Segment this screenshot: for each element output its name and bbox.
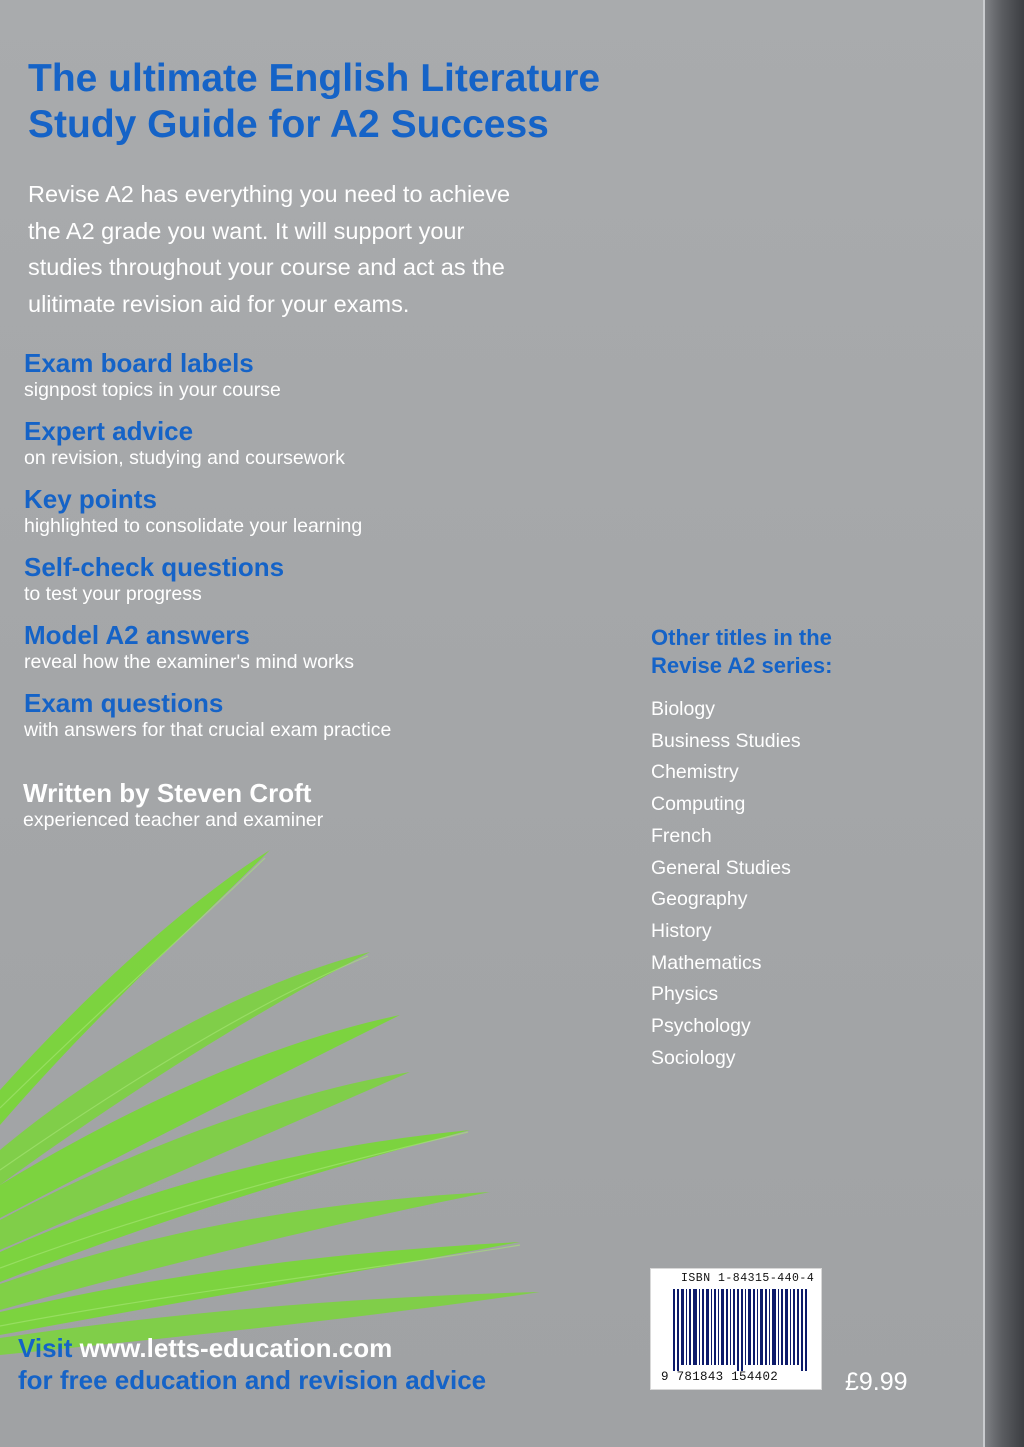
intro-line-2: the A2 grade you want. It will support your [28, 217, 465, 244]
other-titles [651, 624, 911, 1074]
feature-description: signpost topics in your course [24, 379, 281, 401]
feature-title: Model A2 answers [24, 620, 250, 650]
author-name: Written by Steven Croft [23, 778, 312, 808]
feature-item [24, 552, 544, 620]
title-item: General Studies [651, 856, 791, 879]
title-item: Sociology [651, 1046, 736, 1069]
title-item: French [651, 824, 712, 847]
headline-line-2: Study Guide for A2 Success [28, 103, 549, 146]
isbn-number: ISBN 1-84315-440-4 [681, 1272, 815, 1285]
title-item: Psychology [651, 1015, 751, 1038]
feature-description: to test your progress [24, 583, 202, 605]
barcode-box [650, 1268, 822, 1390]
feature-title: Self-check questions [24, 552, 285, 582]
author-role: experienced teacher and examiner [23, 809, 324, 831]
palm-leaf-illustration [0, 840, 560, 1360]
feature-item [24, 620, 544, 688]
feature-list [24, 348, 544, 756]
book-spine [985, 0, 1024, 1447]
price: £9.99 [845, 1368, 908, 1396]
website-promo [18, 1332, 486, 1396]
feature-description: with answers for that crucial exam practice [24, 719, 392, 741]
feature-item [24, 484, 544, 552]
feature-item [24, 348, 544, 416]
feature-title: Exam board labels [24, 348, 254, 378]
visit-prefix: Visit [18, 1333, 80, 1363]
headline [28, 56, 728, 148]
ean-digits [661, 1370, 819, 1384]
intro-line-3: studies throughout your course and act as the [28, 254, 505, 280]
feature-description: reveal how the examiner's mind works [24, 651, 354, 673]
headline-line-1: The ultimate English Literature [28, 57, 601, 100]
website-link[interactable]: www.letts-education.com [79, 1333, 393, 1363]
feature-description: on revision, studying and coursework [24, 447, 345, 469]
intro-line-4: ulitimate revision aid for your exams. [28, 290, 410, 317]
feature-title: Key points [24, 484, 157, 514]
title-item: Physics [651, 983, 719, 1006]
feature-title: Exam questions [24, 688, 224, 718]
ean-right: 154402 [731, 1370, 779, 1384]
ean-first: 9 [661, 1370, 669, 1384]
title-item: History [651, 919, 712, 942]
barcode-icon [673, 1289, 807, 1371]
feature-item [24, 416, 544, 484]
title-item: Chemistry [651, 761, 739, 784]
title-item: Computing [651, 793, 746, 816]
other-titles-list [651, 694, 911, 1074]
feature-item [24, 688, 544, 756]
title-item: Geography [651, 888, 748, 911]
title-item: Business Studies [651, 729, 801, 752]
intro-paragraph [28, 176, 608, 322]
visit-line-2: for free education and revision advice [18, 1365, 487, 1395]
ean-left: 781843 [676, 1370, 724, 1384]
title-item: Biology [651, 698, 715, 720]
title-item: Mathematics [651, 951, 762, 974]
other-titles-heading: Other titles in the Revise A2 series: [651, 625, 833, 678]
feature-description: highlighted to consolidate your learning [24, 515, 363, 537]
visit-line-1 [18, 1332, 486, 1364]
feature-title: Expert advice [24, 416, 194, 446]
intro-line-1: Revise A2 has everything you need to achieve [28, 181, 511, 207]
author-block [23, 778, 323, 832]
